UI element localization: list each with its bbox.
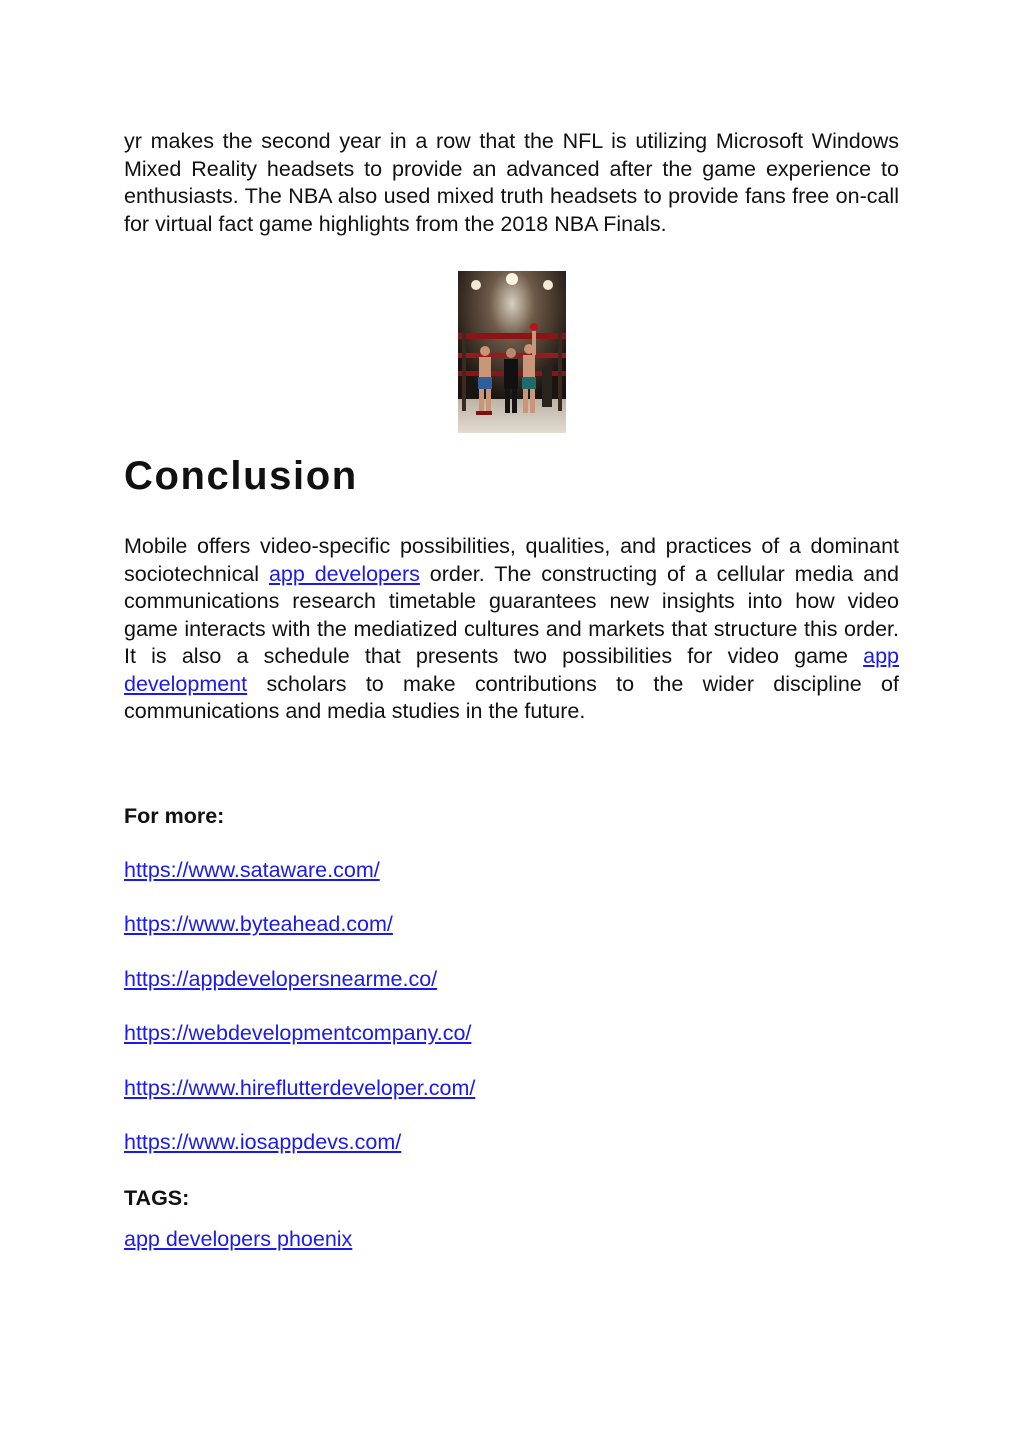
app-development-link[interactable]: app development (124, 644, 899, 696)
hireflutterdeveloper-link[interactable]: https://www.hireflutterdeveloper.com/ (124, 1075, 476, 1100)
list-item (124, 1129, 899, 1184)
resource-link-list (124, 857, 899, 1184)
list-item (124, 857, 899, 912)
list-item (124, 966, 899, 1021)
conclusion-text-part3: scholars to make contributions to the wider discipline of communications and media studies in the future. (124, 671, 899, 723)
intro-paragraph: yr makes the second year in a row that the NFL is utilizing Microsoft Windows Mixed Reality headsets to provide an advanced after the game experience to enthusiasts. The NBA also used mixed truth headsets to provide fans free on-call for virtual fact game highlights from the 2018 NBA Finals. (124, 129, 899, 236)
conclusion-text-part2: order. The constructing of a cellular media and communications research timetable guarantees new insights into how video game interacts with the mediatized cultures and markets that structure this order. It is also a schedule that presents two possibilities for video game (124, 561, 899, 668)
webdevelopmentcompany-link[interactable]: https://webdevelopmentcompany.co/ (124, 1021, 472, 1045)
for-more-label: For more: (124, 803, 225, 828)
tags-label: TAGS: (124, 1185, 190, 1210)
list-item (124, 911, 899, 966)
appdevelopersnearme-link[interactable]: https://appdevelopersnearme.co/ (124, 966, 438, 991)
conclusion-text-part1: Mobile offers video-specific possibilities, qualities, and practices of a dominant sociotechnical (124, 534, 899, 586)
byteahead-link[interactable]: https://www.byteahead.com/ (124, 912, 393, 936)
list-item (124, 1020, 899, 1075)
conclusion-paragraph (124, 533, 899, 726)
app-developers-link[interactable]: app developers (268, 561, 420, 586)
sataware-link[interactable]: https://www.sataware.com/ (124, 857, 380, 882)
iosappdevs-link[interactable]: https://www.iosappdevs.com/ (124, 1130, 402, 1154)
list-item (124, 1075, 899, 1130)
tag-app-developers-phoenix-link[interactable]: app developers phoenix (124, 1226, 353, 1251)
page-content (124, 128, 899, 1252)
conclusion-heading: Conclusion (124, 454, 358, 498)
boxing-ring-photo (458, 271, 566, 433)
